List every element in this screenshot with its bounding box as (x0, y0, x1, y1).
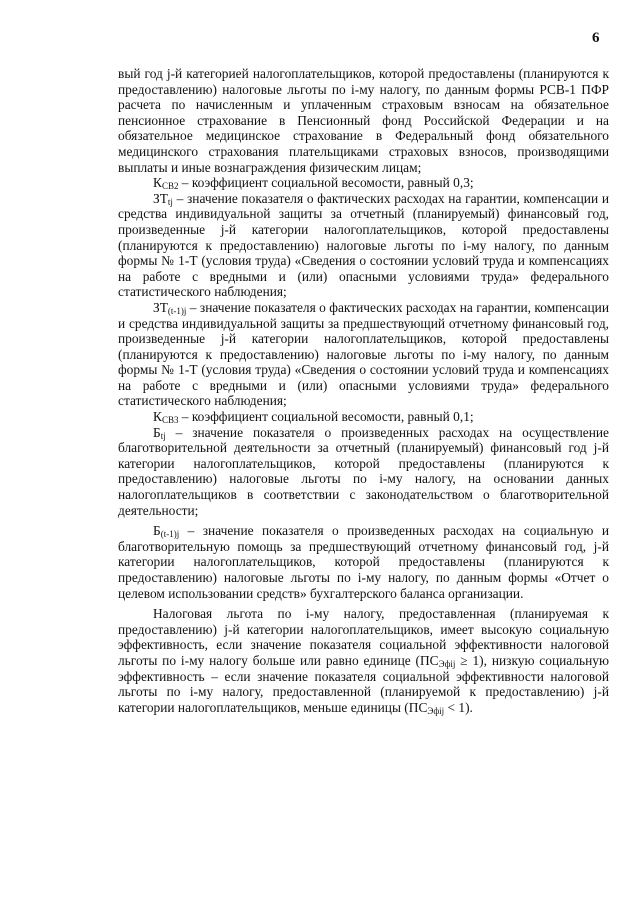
paragraph-ksv3-definition (118, 409, 609, 425)
paragraph-continuation (118, 66, 609, 175)
paragraph-zt-current-definition (118, 191, 609, 300)
subscript: (t-1)j (167, 305, 187, 316)
text-run: ЗТ (153, 299, 168, 315)
page-number: 6 (592, 30, 600, 46)
subscript: tj (167, 196, 173, 207)
text-run: – коэффициент социальной весомости, равный 0,3; (178, 175, 474, 191)
document-body (118, 66, 609, 715)
text-run: – значение показателя о произведенных расходах на осуществление благотворительной деятельности за отчетный (планируемый) финансовый год j-й категории налогоплательщиков, которой предоставлены (планируются к предоставлению) налоговые льготы по i-му налогу, на основании данных налогоплательщиков в соответствии с законодательством о благотворительной деятельности; (118, 424, 609, 518)
text-run: Б (153, 523, 161, 539)
subscript: (t-1)j (160, 529, 180, 540)
text-run: Налоговая льгота по i-му налогу, предоставленная (планируемая к предоставлению) j-й категории налогоплательщиков, имеет высокую социальную эффективность, если значение показателя социальной эффективности налоговой льготы по i-му налогу больше или равно единице (ПС (118, 606, 609, 668)
subscript: Эфij (438, 658, 456, 669)
text-run: К (153, 409, 162, 425)
subscript: Эфij (427, 705, 445, 716)
text-run: – коэффициент социальной весомости, равный 0,1; (178, 409, 474, 425)
text-run: ЗТ (153, 190, 168, 206)
subscript: СВ3 (161, 415, 179, 426)
paragraph-b-current-definition (118, 425, 609, 519)
paragraph-conclusion (118, 606, 609, 715)
text-run: – значение показателя о фактических расходах на гарантии, компенсации и средства индивидуальной защиты за предшествующий отчетному финансовый год, произведенные j-й категории налогоплательщиков, которой предоставлены (планируются к предоставлению) налоговые льготы по i-му налогу, по данным формы № 1-Т (условия труда) «Сведения о состоянии условий труда и компенсациях на работе с вредными и (или) опасными условиями труда» федерального статистического наблюдения; (118, 299, 609, 409)
text-run: вый год j-й категорией налогоплательщиков, которой предоставлены (планируются к предоставлению) налоговые льготы по i-му налогу, по данным формы РСВ-1 ПФР расчета по начисленным и уплаченным страховым взносам на обязательное пенсионное страхование в Пенсионный фонд Российской Федерации и на обязательное медицинское страхование в Федеральный фонд обязательного медицинского страхования плательщиками страховых взносов, производящими выплаты и иные вознаграждения физическим лицам; (118, 66, 609, 175)
paragraph-ksv2-definition (118, 175, 609, 191)
text-run: К (153, 175, 162, 191)
text-run: ≥ 1), низкую социальную эффективность – если значение показателя социальной эффективности налоговой льготы по i-му налогу, предоставленной (планируемой к предоставлению) j-й категории налогоплательщиков, меньше единицы (ПС (118, 652, 609, 715)
text-run: Б (153, 424, 161, 440)
text-run: < 1). (444, 699, 473, 715)
subscript: tj (160, 430, 166, 441)
subscript: СВ2 (161, 181, 179, 192)
paragraph-zt-previous-definition (118, 300, 609, 409)
text-run: – значение показателя о произведенных расходах на социальную и благотворительную помощь за предшествующий отчетному финансовый год, j-й категории налогоплательщиков, которой предоставлены (планируются к предоставлению) налоговые льготы по i-му налогу, по данным формы «Отчет о целевом использовании средств» бухгалтерского баланса организации. (118, 523, 609, 601)
text-run: – значение показателя о фактических расходах на гарантии, компенсации и средства индивидуальной защиты за отчетный (планируемый) финансовый год, произведенные j-й категории налогоплательщиков, которой предоставлены (планируются к предоставлению) налоговые льготы по i-му налогу, по данным формы № 1-Т (условия труда) «Сведения о состоянии условий труда и компенсациях на работе с вредными и (или) опасными условиями труда» федерального статистического наблюдения; (118, 190, 609, 300)
paragraph-b-previous-definition (118, 523, 609, 601)
